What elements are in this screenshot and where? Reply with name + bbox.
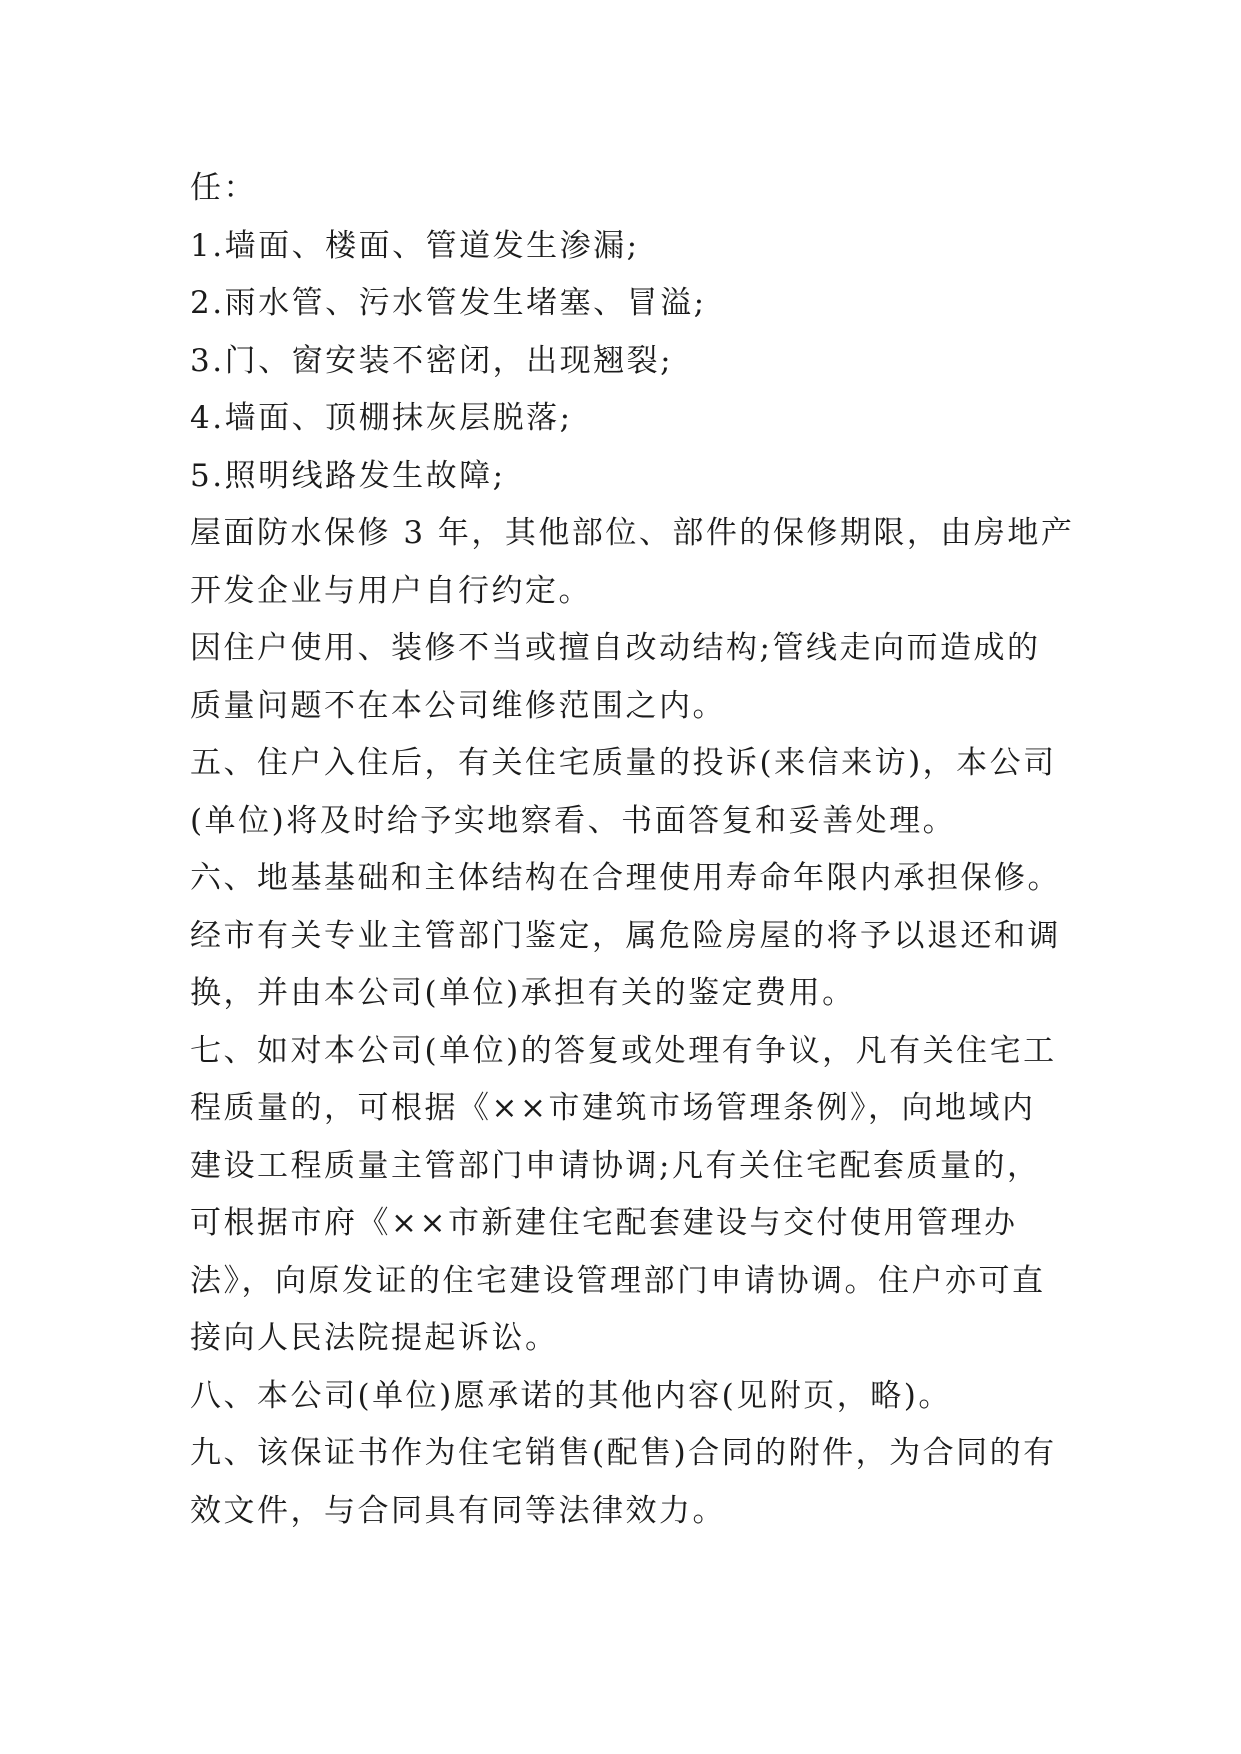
clause-8-line: 八、本公司(单位)愿承诺的其他内容(见附页，略)。: [190, 1377, 952, 1414]
list-item: 4.墙面、顶棚抹灰层脱落;: [190, 400, 573, 436]
clause-7-line: 可根据市府《××市新建住宅配套建设与交付使用管理办: [190, 1205, 1018, 1241]
text-line: 开发企业与用户自行约定。: [190, 572, 592, 609]
clause-7-line: 程质量的，可根据《××市建筑市场管理条例》，向地域内: [190, 1090, 1036, 1126]
clause-9-line: 效文件，与合同具有同等法律效力。: [190, 1492, 726, 1529]
clause-6-line: 换，并由本公司(单位)承担有关的鉴定费用。: [190, 975, 856, 1011]
clause-7-line: 接向人民法院提起诉讼。: [190, 1320, 559, 1356]
list-item: 1.墙面、楼面、管道发生渗漏;: [190, 227, 640, 264]
text-line: 屋面防水保修 3 年，其他部位、部件的保修期限，由房地产: [190, 515, 1075, 551]
document-body: [190, 160, 1075, 1540]
list-item: 3.门、窗安装不密闭，出现翘裂;: [190, 342, 674, 379]
text-line: 质量问题不在本公司维修范围之内。: [190, 687, 726, 724]
clause-6-line: 经市有关专业主管部门鉴定，属危险房屋的将予以退还和调: [190, 917, 1061, 954]
clause-5-line: (单位)将及时给予实地察看、书面答复和妥善处理。: [190, 802, 957, 839]
clause-6-line: 六、地基基础和主体结构在合理使用寿命年限内承担保修。: [190, 860, 1061, 896]
clause-5-line: 五、住户入住后，有关住宅质量的投诉(来信来访)，本公司: [190, 745, 1057, 781]
clause-7-line: 法》，向原发证的住宅建设管理部门申请协调。住户亦可直: [190, 1262, 1046, 1299]
clause-7-line: 七、如对本公司(单位)的答复或处理有争议，凡有关住宅工: [190, 1032, 1057, 1069]
list-item: 5.照明线路发生故障;: [190, 457, 506, 494]
clause-9-line: 九、该保证书作为住宅销售(配售)合同的附件，为合同的有: [190, 1435, 1057, 1471]
clause-7-line: 建设工程质量主管部门申请协调;凡有关住宅配套质量的，: [190, 1147, 1041, 1184]
text-line: 因住户使用、装修不当或擅自改动结构;管线走向而造成的: [190, 630, 1041, 666]
list-item: 2.雨水管、污水管发生堵塞、冒溢;: [190, 285, 707, 321]
text-line: 任：: [190, 170, 257, 206]
